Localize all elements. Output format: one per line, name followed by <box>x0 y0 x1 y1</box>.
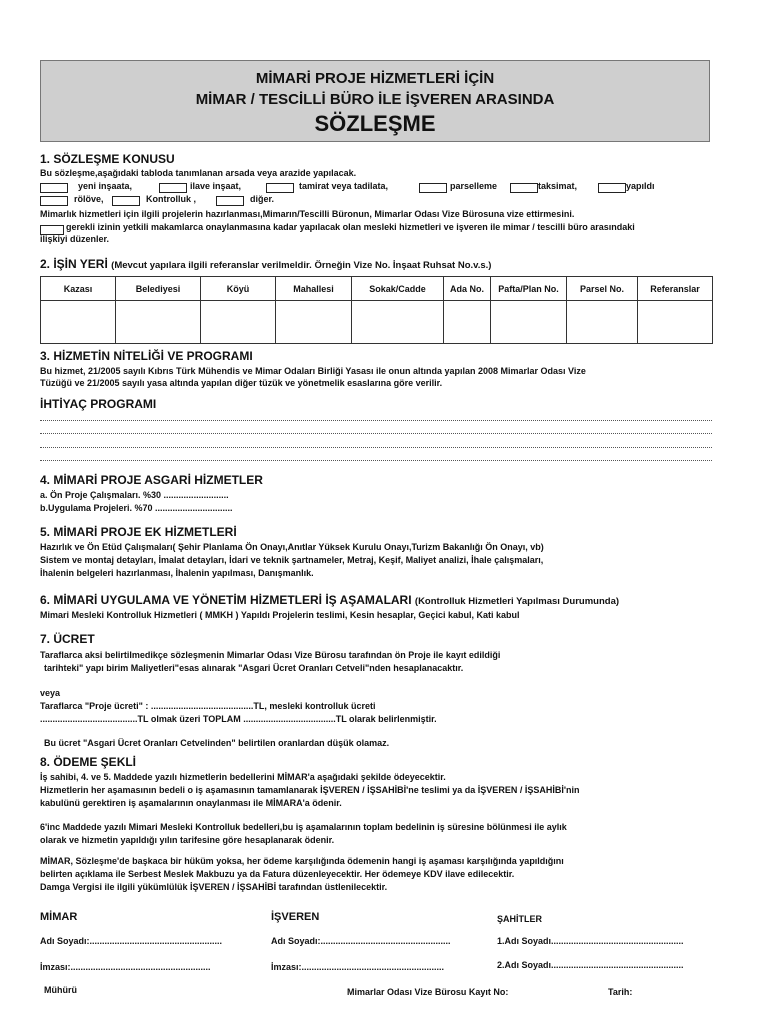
employer-signature-field[interactable]: İmzası:......................................................... <box>271 962 445 972</box>
option-label: yeni inşaata, <box>78 181 133 191</box>
section-2-title: 2. İŞİN YERİ <box>40 257 108 271</box>
section-4-item-a: a. Ön Proje Çalışmaları. %30 .......................... <box>40 490 229 500</box>
option-label: parselleme <box>450 181 498 191</box>
column-header: Parsel No. <box>567 277 638 301</box>
option-label: rölöve, <box>74 194 104 204</box>
section-1-intro: Bu sözleşme,aşağıdaki tabloda tanımlanan arsada veya arazide yapılacak. <box>40 168 357 178</box>
section-8-line: olarak ve hizmetin yapıldığı yılın tarifesine göre hesaplanarak ödenir. <box>40 835 335 845</box>
column-header: Ada No. <box>444 277 491 301</box>
section-3-paragraph: Tüzüğü ve 21/2005 sayılı yasa altında yapılan diğer tüzük ve yönetmelik esaslarına göre verilir. <box>40 378 443 388</box>
section-6-heading <box>40 593 619 607</box>
date-label: Tarih: <box>608 987 633 997</box>
table-cell[interactable] <box>201 301 276 344</box>
section-2-subtitle: (Mevcut yapılara ilgili referanslar verilmeldir. Örneğin Vize No. İnşaat Ruhsat No.v.s.) <box>111 260 492 271</box>
section-7-line: Taraflarca aksi belirtilmedikçe sözleşmenin Mimarlar Odası Vize Bürosu tarafından ön Proje ile kayıt edildiği <box>40 650 501 660</box>
architect-signature-field[interactable]: İmzası:........................................................ <box>40 962 211 972</box>
table-cell[interactable] <box>41 301 116 344</box>
section-5-line: Sistem ve montaj detayları, İmalat detayları, İdari ve teknik şartnameler, Metraj, Keşif, Maliyet analizi, İhale çalışmaları, <box>40 555 544 565</box>
option-label: diğer. <box>250 194 275 204</box>
checkbox-tamirat[interactable] <box>266 183 294 193</box>
column-header: Belediyesi <box>116 277 201 301</box>
checkbox-diger[interactable] <box>216 196 244 206</box>
fill-line[interactable] <box>40 420 712 421</box>
section-1-paragraph: ilişkiyi düzenler. <box>40 234 110 244</box>
witness-2-name-field[interactable]: 2.Adı Soyadı..................................................... <box>497 960 684 970</box>
section-7-note: Bu ücret "Asgari Ücret Oranları Cetvelinden" belirtilen oranlardan düşük olamaz. <box>44 738 390 748</box>
checkbox-ilave-insaat[interactable] <box>159 183 187 193</box>
option-label: yapıldı <box>626 181 655 191</box>
checkbox-yeni-insaat[interactable] <box>40 183 68 193</box>
table-cell[interactable] <box>638 301 713 344</box>
section-1-paragraph: Mimarlık hizmetleri için ilgili projelerin hazırlanması,Mimarın/Tescilli Büronun, Mimarlar Odası Vize Bürosuna vize ettirmesini. <box>40 209 575 219</box>
location-table <box>40 276 713 344</box>
table-cell[interactable] <box>276 301 352 344</box>
section-5-line: İhalenin belgeleri hazırlanması, İhalenin yapılması, Danışmanlık. <box>40 568 314 578</box>
section-7-line: tarihteki" yapı birim Maliyetleri"esas alınarak "Asgari Ücret Oranları Cetveli"nden hesaplanacaktır. <box>44 663 464 673</box>
employer-label: İŞVEREN <box>271 911 320 923</box>
fill-line[interactable] <box>40 460 712 461</box>
table-cell[interactable] <box>567 301 638 344</box>
column-header: Köyü <box>201 277 276 301</box>
section-6-line: Mimari Mesleki Kontrolluk Hizmetleri ( MMKH ) Yapıldı Projelerin teslimi, Kesin hesaplar, Geçici kabul, Kati kabul <box>40 610 520 620</box>
checkbox-taksimat[interactable] <box>510 183 538 193</box>
section-8-heading: 8. ÖDEME ŞEKLİ <box>40 755 137 769</box>
section-3-heading: 3. HİZMETİN NİTELİĞİ VE PROGRAMI <box>40 349 253 363</box>
section-8-line: MİMAR, Sözleşme'de başkaca bir hüküm yoksa, her ödeme karşılığında ödemenin hangi iş aşaması karşılığında yapıldığını <box>40 856 564 866</box>
section-8-line: Damga Vergisi ile ilgili yükümlülük İŞVEREN / İŞSAHİBİ tarafından üstlenilecektir. <box>40 882 388 892</box>
table-cell[interactable] <box>352 301 444 344</box>
column-header: Referanslar <box>638 277 713 301</box>
document-header <box>40 60 710 142</box>
section-7-fee-line: Taraflarca "Proje ücreti" : .........................................TL, mesleki kontrolluk ücreti <box>40 701 376 711</box>
checkbox-kontrolluk[interactable] <box>112 196 140 206</box>
seal-label: Mühürü <box>44 985 77 995</box>
checkbox-rolove[interactable] <box>40 196 68 206</box>
section-8-line: kabulünü gerektiren iş aşamalarının onaylanması ile MİMARA'a ödenir. <box>40 798 342 808</box>
architect-label: MİMAR <box>40 911 78 923</box>
column-header: Kazası <box>41 277 116 301</box>
checkbox-yapildi[interactable] <box>598 183 626 193</box>
registry-number-label: Mimarlar Odası Vize Bürosu Kayıt No: <box>347 987 509 997</box>
section-4-heading: 4. MİMARİ PROJE ASGARİ HİZMETLER <box>40 473 263 487</box>
section-3-paragraph: Bu hizmet, 21/2005 sayılı Kıbrıs Türk Mühendis ve Mimar Odaları Birliği Yasası ile onun altında yapılan 2008 Mimarlar Odası Vize <box>40 366 586 376</box>
employer-name-field[interactable]: Adı Soyadı:.................................................... <box>271 936 451 946</box>
section-7-heading: 7. ÜCRET <box>40 632 95 646</box>
section-6-subtitle: (Kontrolluk Hizmetleri Yapılması Durumunda) <box>414 596 620 607</box>
option-label: Kontrolluk , <box>146 194 196 204</box>
witnesses-label: ŞAHİTLER <box>497 914 542 924</box>
column-header: Sokak/Cadde <box>352 277 444 301</box>
header-line-2: MİMAR / TESCİLLİ BÜRO İLE İŞVEREN ARASINDA <box>195 91 555 108</box>
fill-line[interactable] <box>40 447 712 448</box>
section-7-total-line: .......................................TL olmak üzeri TOPLAM .....................................TL olarak belirlenmiştir. <box>40 714 437 724</box>
table-row <box>41 301 713 344</box>
table-header-row <box>41 277 713 301</box>
table-cell[interactable] <box>491 301 567 344</box>
architect-name-field[interactable]: Adı Soyadı:..................................................... <box>40 936 223 946</box>
section-8-line: 6'inc Maddede yazılı Mimari Mesleki Kontrolluk bedelleri,bu iş aşamalarının toplam bedelinin iş süresine bölünmesi ile aylık <box>40 822 567 832</box>
section-8-line: belirten açıklama ile Serbest Meslek Makbuzu ya da Fatura düzenleyecektir. Her ödemeye KDV ilave edilecektir. <box>40 869 515 879</box>
section-7-veya: veya <box>40 688 61 698</box>
needs-program-heading: İHTİYAÇ PROGRAMI <box>40 397 157 411</box>
section-5-line: Hazırlık ve Ön Etüd Çalışmaları( Şehir Planlama Ön Onayı,Anıtlar Yüksek Kurulu Onayı,Turizm Bakanlığı Ön Onayı, vb) <box>40 542 544 552</box>
section-6-title: 6. MİMARİ UYGULAMA VE YÖNETİM HİZMETLERİ İŞ AŞAMALARI <box>40 593 412 607</box>
fill-line[interactable] <box>40 433 712 434</box>
option-label: tamirat veya tadilata, <box>299 181 389 191</box>
section-1-heading: 1. SÖZLEŞME KONUSU <box>40 152 175 166</box>
column-header: Mahallesi <box>276 277 352 301</box>
header-line-1: MİMARİ PROJE HİZMETLERİ İÇİN <box>255 70 495 87</box>
section-4-item-b: b.Uygulama Projeleri. %70 ............................... <box>40 503 233 513</box>
section-8-line: İş sahibi, 4. ve 5. Maddede yazılı hizmetlerin bedellerini MİMAR'a aşağıdaki şekilde ödeyecektir. <box>40 772 446 782</box>
table-cell[interactable] <box>444 301 491 344</box>
checkbox-parselleme[interactable] <box>419 183 447 193</box>
section-2-heading <box>40 257 491 271</box>
option-label: taksimat, <box>538 181 578 191</box>
column-header: Pafta/Plan No. <box>491 277 567 301</box>
section-8-line: Hizmetlerin her aşamasının bedeli o iş aşamasının tamamlanarak İŞVEREN / İŞSAHİBİ'ne teslimi ya da İŞVEREN / İŞSAHİBİ'nin <box>40 785 580 795</box>
table-cell[interactable] <box>116 301 201 344</box>
document-title: SÖZLEŞME <box>314 111 436 136</box>
option-label: ilave inşaat, <box>190 181 242 191</box>
section-5-heading: 5. MİMARİ PROJE EK HİZMETLERİ <box>40 525 237 539</box>
witness-1-name-field[interactable]: 1.Adı Soyadı..................................................... <box>497 936 684 946</box>
section-1-paragraph: gerekli izinin yetkili makamlarca onaylanmasına kadar yapılacak olan mesleki hizmetleri ve işveren ile mimar / tescilli büro arasındaki <box>66 222 635 232</box>
